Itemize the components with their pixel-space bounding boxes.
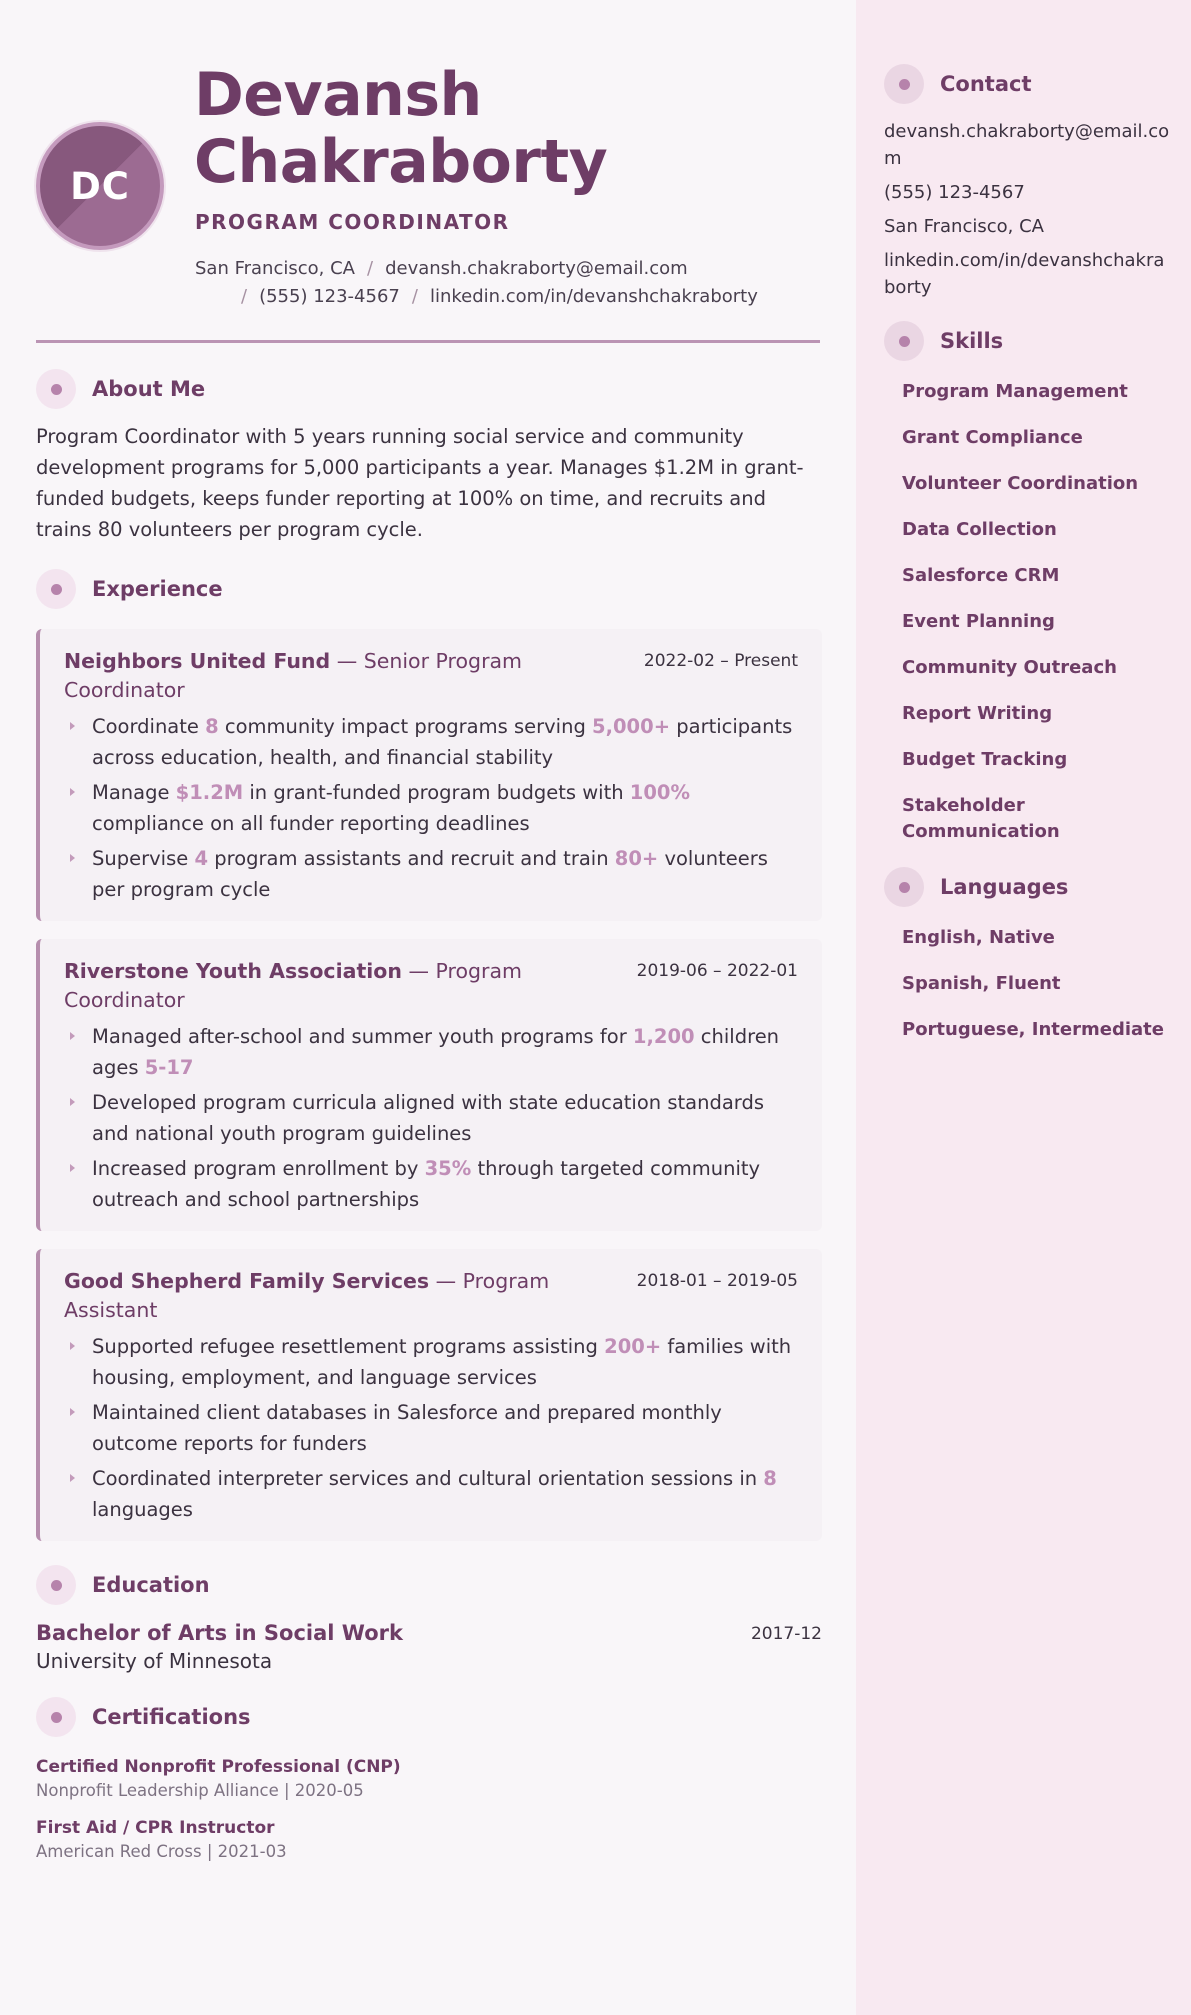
header-linkedin[interactable]: linkedin.com/in/devanshchakraborty xyxy=(429,286,758,307)
skills-heading: Skills xyxy=(940,329,1004,353)
experience-bullets xyxy=(64,1331,798,1525)
separator: / xyxy=(241,286,248,307)
avatar xyxy=(36,122,164,250)
bullet-text: Supported refugee resettlement programs assisting xyxy=(92,1335,605,1358)
bullet-text: Increased program enrollment by xyxy=(92,1157,425,1180)
highlight-metric: 1,200 xyxy=(632,1025,695,1048)
experience-bullet xyxy=(64,1463,798,1525)
bullet-text: Developed program curricula aligned with state education standards and national youth program guidelines xyxy=(92,1091,764,1145)
separator: / xyxy=(411,286,418,307)
job-title: PROGRAM COORDINATOR xyxy=(195,210,510,234)
skill-item: Data Collection xyxy=(902,519,1057,540)
avatar-initials: DC xyxy=(70,164,130,208)
company-name: Neighbors United Fund xyxy=(64,649,331,673)
highlight-metric: 8 xyxy=(205,715,219,738)
experience-bullet xyxy=(64,1021,798,1083)
contact-list xyxy=(884,118,1174,301)
bullet-text: Maintained client databases in Salesforce and prepared monthly outcome reports for funders xyxy=(92,1401,722,1455)
experience-list xyxy=(36,629,822,1541)
role-title: — Senior Program Coordinator xyxy=(64,649,523,702)
bullet-text: program assistants and recruit and train xyxy=(208,847,615,870)
bullet-text: through targeted community outreach and school partnerships xyxy=(92,1157,761,1211)
experience-bullets xyxy=(64,1021,798,1215)
experience-dates: 2022-02 – Present xyxy=(643,651,798,671)
skill-item: Grant Compliance xyxy=(902,427,1083,448)
experience-header xyxy=(64,1267,798,1325)
bullet-text: Manage xyxy=(92,781,176,804)
bullet-text: volunteers per program cycle xyxy=(92,847,768,901)
sidebar-email[interactable]: devansh.chakraborty@email.com xyxy=(884,121,1170,169)
highlight-metric: 8 xyxy=(763,1467,777,1490)
section-dot-icon xyxy=(36,1565,76,1605)
highlight-metric: 100% xyxy=(629,781,691,804)
education-entry xyxy=(36,1621,822,1673)
header-divider xyxy=(36,340,820,343)
experience-heading: Experience xyxy=(92,577,223,601)
bullet-text: Managed after-school and summer youth programs for xyxy=(92,1025,633,1048)
sidebar-linkedin[interactable]: linkedin.com/in/devanshchakraborty xyxy=(884,250,1165,298)
bullet-text: families with housing, employment, and language services xyxy=(92,1335,792,1389)
experience-bullet xyxy=(64,777,798,839)
skills-list xyxy=(884,379,1174,845)
bullet-text: Supervise xyxy=(92,847,195,870)
experience-dates: 2019-06 – 2022-01 xyxy=(636,961,798,981)
highlight-metric: 5-17 xyxy=(144,1056,194,1079)
experience-bullet xyxy=(64,1087,798,1149)
highlight-metric: 80+ xyxy=(614,847,659,870)
skill-item: Event Planning xyxy=(902,611,1055,632)
bullet-text: in grant-funded program budgets with xyxy=(243,781,630,804)
highlight-metric: 200+ xyxy=(604,1335,662,1358)
bullet-text: compliance on all funder reporting deadlines xyxy=(92,812,530,835)
certification-issuer: American Red Cross | 2021-03 xyxy=(36,1842,287,1861)
skills-section-header xyxy=(884,319,1174,363)
experience-section-header xyxy=(36,567,822,611)
degree: Bachelor of Arts in Social Work xyxy=(36,1621,403,1645)
skill-item: Community Outreach xyxy=(902,657,1117,678)
education-heading: Education xyxy=(92,1573,210,1597)
skill-item: Report Writing xyxy=(902,703,1053,724)
header-location: San Francisco, CA xyxy=(195,258,355,279)
separator: / xyxy=(366,258,374,279)
school: University of Minnesota xyxy=(36,1649,273,1673)
bullet-text: children ages xyxy=(92,1025,780,1079)
section-dot-icon xyxy=(36,369,76,409)
language-item: Spanish, Fluent xyxy=(902,973,1061,994)
section-dot-icon xyxy=(884,321,924,361)
experience-bullet xyxy=(64,711,798,773)
about-heading: About Me xyxy=(92,377,206,401)
header-contact-line-1 xyxy=(195,258,688,279)
experience-dates: 2018-01 – 2019-05 xyxy=(636,1271,798,1291)
skill-item: Volunteer Coordination xyxy=(902,473,1139,494)
about-text: Program Coordinator with 5 years running social service and community development programs for 5,000 participants a year. Manages $1.2M in grant-funded budgets, keeps funder reporting at 100% on time, and recruits and trains 80 volunteers per program cycle. xyxy=(36,425,804,541)
main-column xyxy=(36,0,822,1861)
experience-header xyxy=(64,647,798,705)
skill-item: Stakeholder Communication xyxy=(902,795,1060,842)
header-email[interactable]: devansh.chakraborty@email.com xyxy=(385,258,688,279)
experience-entry xyxy=(36,1249,822,1541)
certification-name: First Aid / CPR Instructor xyxy=(36,1818,275,1838)
section-dot-icon xyxy=(884,64,924,104)
education-date: 2017-12 xyxy=(750,1624,822,1644)
highlight-metric: $1.2M xyxy=(175,781,244,804)
highlight-metric: 4 xyxy=(194,847,209,870)
language-item: English, Native xyxy=(902,927,1055,948)
highlight-metric: 35% xyxy=(424,1157,472,1180)
experience-header xyxy=(64,957,798,1015)
bullet-text: Coordinated interpreter services and cultural orientation sessions in xyxy=(92,1467,764,1490)
skill-item: Program Management xyxy=(902,381,1128,402)
certification-name: Certified Nonprofit Professional (CNP) xyxy=(36,1757,401,1777)
certifications-section-header xyxy=(36,1695,822,1739)
certification-item xyxy=(36,1818,822,1861)
sidebar xyxy=(856,0,1191,2015)
skill-item: Salesforce CRM xyxy=(902,565,1060,586)
language-item: Portuguese, Intermediate xyxy=(902,1019,1164,1040)
company-name: Riverstone Youth Association xyxy=(64,959,402,983)
education-section-header xyxy=(36,1563,822,1607)
header-contact-line-2 xyxy=(241,286,758,307)
candidate-name: Devansh Chakraborty xyxy=(194,60,608,197)
highlight-metric: 5,000+ xyxy=(592,715,671,738)
sidebar-content xyxy=(884,62,1174,1063)
bullet-text: languages xyxy=(92,1498,193,1521)
header-phone[interactable]: (555) 123-4567 xyxy=(259,286,400,307)
certifications-heading: Certifications xyxy=(92,1705,251,1729)
contact-section-header xyxy=(884,62,1174,106)
languages-section-header xyxy=(884,865,1174,909)
contact-heading: Contact xyxy=(940,72,1032,96)
section-dot-icon xyxy=(36,569,76,609)
sidebar-location: San Francisco, CA xyxy=(884,216,1044,237)
experience-entry xyxy=(36,939,822,1231)
experience-bullets xyxy=(64,711,798,905)
bullet-text: participants across education, health, and financial stability xyxy=(92,715,793,769)
languages-heading: Languages xyxy=(940,875,1069,899)
experience-entry xyxy=(36,629,822,921)
bullet-text: community impact programs serving xyxy=(218,715,593,738)
role-title: — Program Assistant xyxy=(64,1269,550,1322)
experience-bullet xyxy=(64,1153,798,1215)
section-dot-icon xyxy=(36,1697,76,1737)
experience-bullet xyxy=(64,843,798,905)
company-name: Good Shepherd Family Services xyxy=(64,1269,430,1293)
certification-issuer: Nonprofit Leadership Alliance | 2020-05 xyxy=(36,1781,364,1800)
certification-item xyxy=(36,1757,822,1800)
about-section-header xyxy=(36,367,822,411)
experience-bullet xyxy=(64,1397,798,1459)
role-title: — Program Coordinator xyxy=(64,959,522,1012)
section-dot-icon xyxy=(884,867,924,907)
languages-list xyxy=(884,925,1174,1043)
resume-header xyxy=(36,0,822,343)
bullet-text: Coordinate xyxy=(92,715,206,738)
sidebar-phone[interactable]: (555) 123-4567 xyxy=(884,182,1025,203)
experience-bullet xyxy=(64,1331,798,1393)
skill-item: Budget Tracking xyxy=(902,749,1068,770)
